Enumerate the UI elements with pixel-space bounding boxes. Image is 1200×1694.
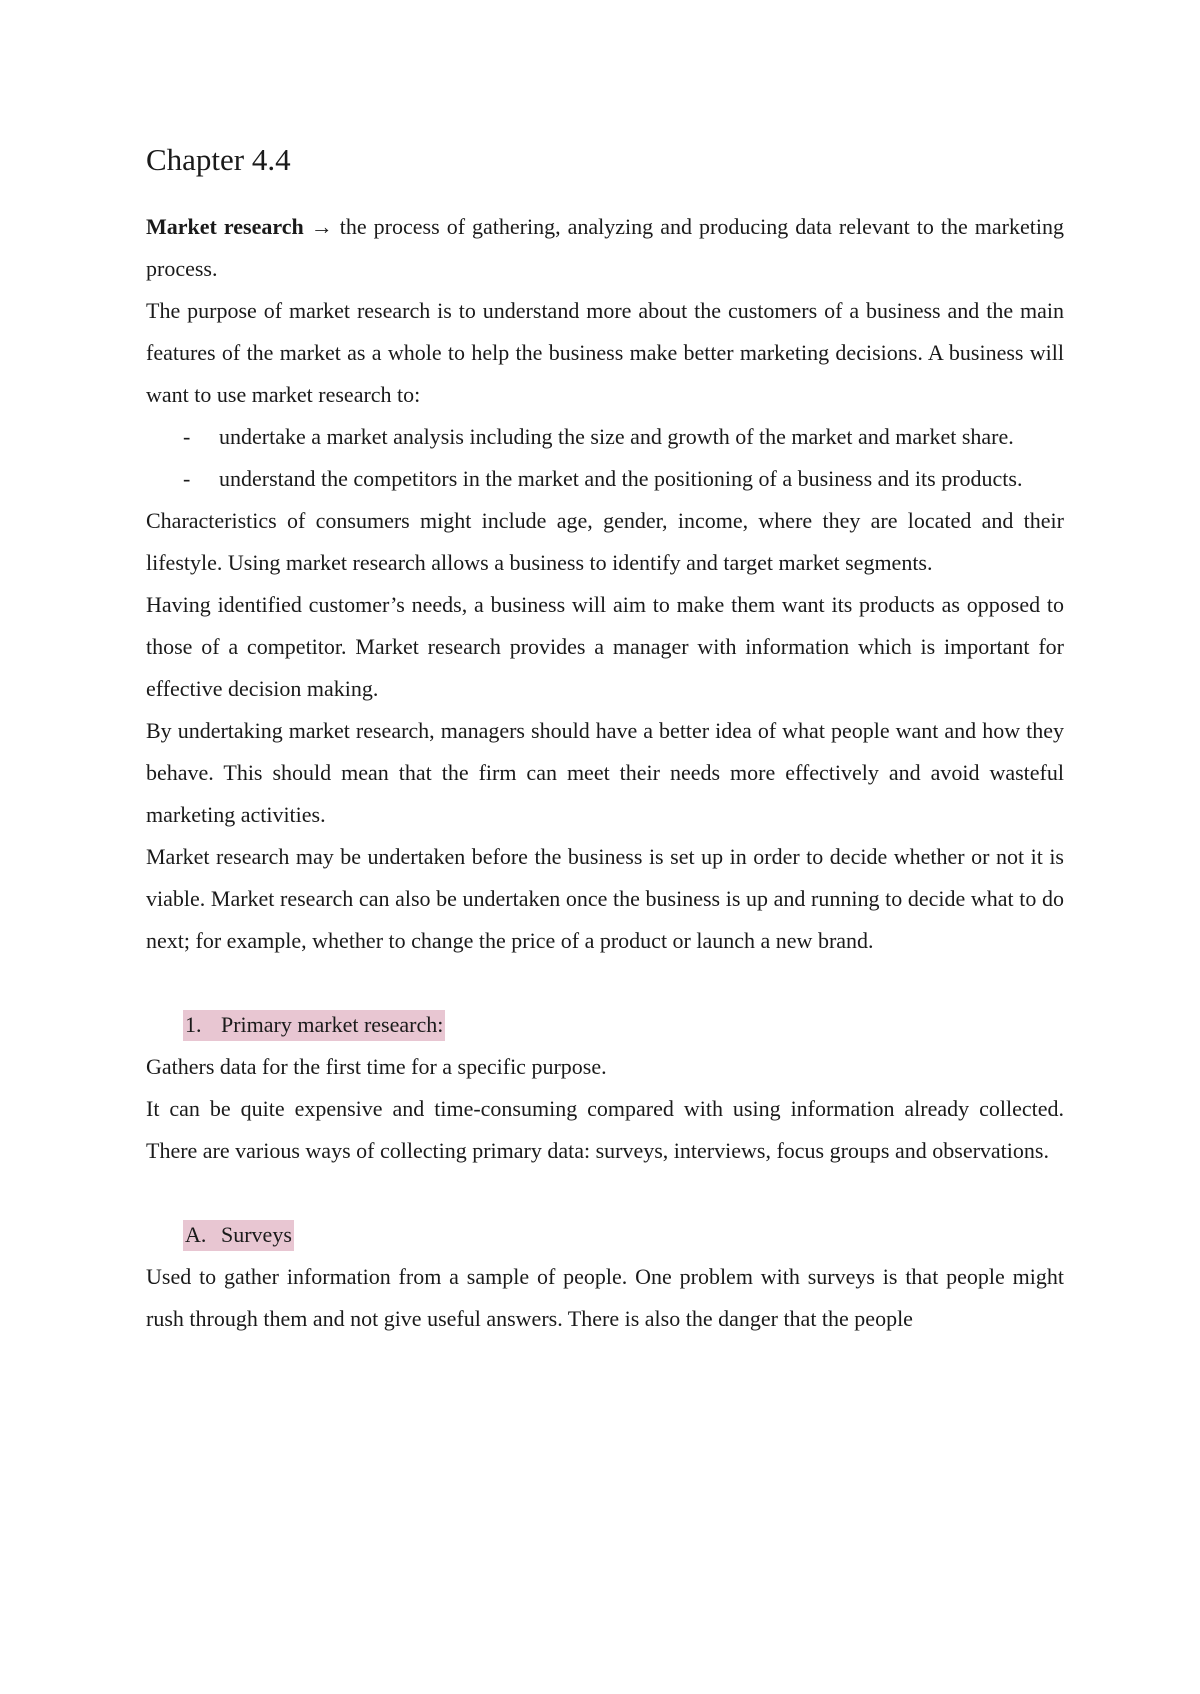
list-item — [146, 416, 1064, 458]
document-page — [146, 140, 1064, 1340]
section-heading-primary — [183, 1004, 1064, 1046]
list-item-text: undertake a market analysis including the size and growth of the market and market share. — [219, 424, 1014, 449]
heading-highlight — [183, 1220, 294, 1251]
definition-term: Market research — [146, 214, 304, 239]
purpose-paragraph: The purpose of market research is to understand more about the customers of a business and the main features of the market as a whole to help the business make better marketing decisions. A business will want to use market research to: — [146, 298, 1064, 407]
undertaking-paragraph: By undertaking market research, managers should have a better idea of what people want and how they behave. This should mean that the firm can meet their needs more effectively and avoid wasteful marketing activities. — [146, 718, 1064, 827]
viability-paragraph: Market research may be undertaken before the business is set up in order to decide whether or not it is viable. Market research can also be undertaken once the business is up and running to decide what to do next; for example, whether to change the price of a product or launch a new brand. — [146, 844, 1064, 953]
section-number: 1. — [185, 1012, 202, 1037]
heading-highlight — [183, 1010, 445, 1041]
primary-paragraph-1: Gathers data for the first time for a specific purpose. — [146, 1054, 607, 1079]
section-label: Primary market research: — [221, 1012, 444, 1037]
list-item-text: understand the competitors in the market and the positioning of a business and its products. — [219, 466, 1023, 491]
bullet-list — [146, 416, 1064, 500]
surveys-paragraph: Used to gather information from a sample of people. One problem with surveys is that people might rush through them and not give useful answers. There is also the danger that the people — [146, 1264, 1064, 1331]
definition-text: the process of gathering, analyzing and producing data relevant to the marketing process. — [146, 214, 1065, 281]
section-number: A. — [185, 1222, 207, 1247]
bullet-marker: - — [183, 424, 191, 449]
bullet-marker: - — [183, 466, 191, 491]
customer-needs-paragraph: Having identified customer’s needs, a business will aim to make them want its products as opposed to those of a competitor. Market research provides a manager with information which is important for effective decision making. — [146, 592, 1064, 701]
section-heading-surveys — [183, 1214, 1064, 1256]
list-item — [146, 458, 1064, 500]
characteristics-paragraph: Characteristics of consumers might include age, gender, income, where they are located and their lifestyle. Using market research allows a business to identify and target market segments. — [146, 508, 1064, 575]
primary-paragraph-2: It can be quite expensive and time-consuming compared with using information already collected. There are various ways of collecting primary data: surveys, interviews, focus groups and observations. — [146, 1096, 1064, 1163]
chapter-title: Chapter 4.4 — [146, 142, 291, 177]
definition-paragraph — [146, 206, 1064, 290]
arrow-icon: → — [310, 214, 333, 239]
section-label: Surveys — [221, 1222, 292, 1247]
